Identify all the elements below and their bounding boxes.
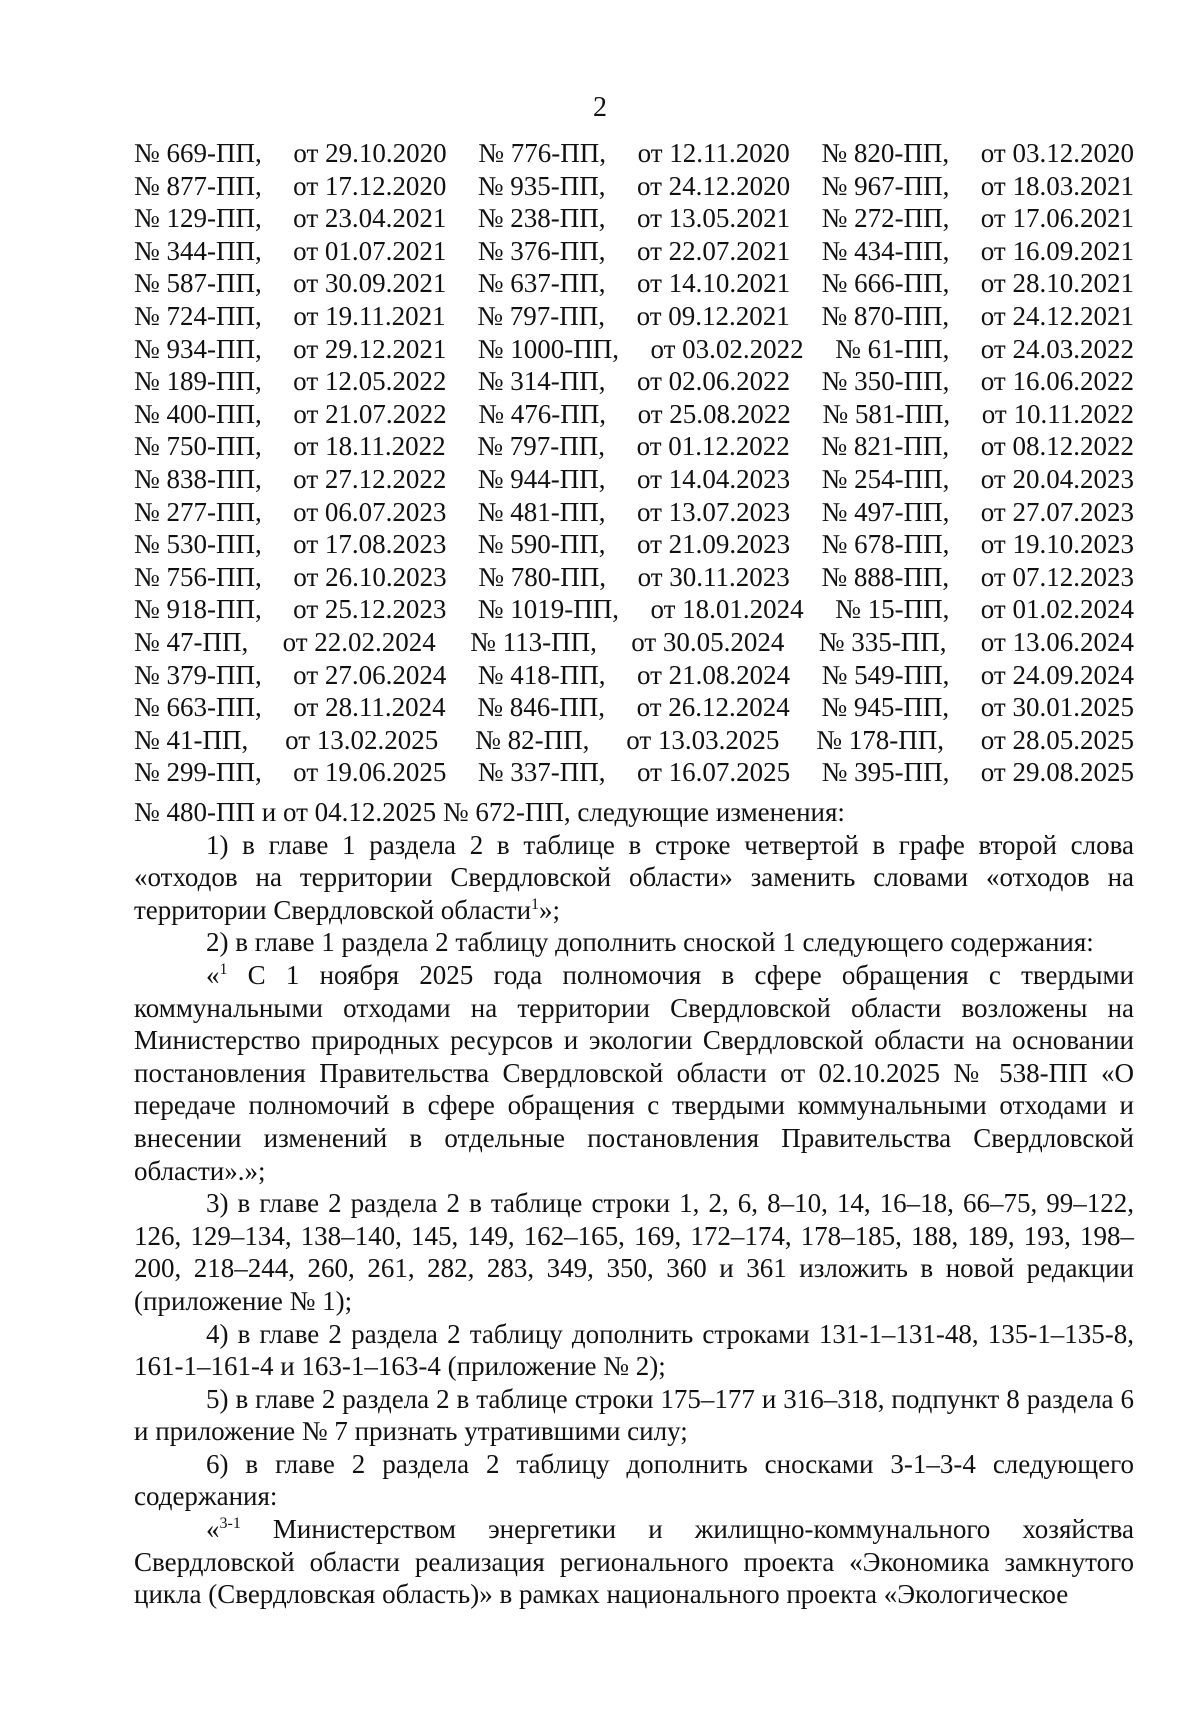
resolution-number: № 934-ПП, xyxy=(134,333,262,364)
resolution-date: от 13.07.2023 xyxy=(636,496,791,527)
resolution-number: № 434-ПП, xyxy=(821,235,950,266)
resolution-date: от 28.10.2021 xyxy=(980,268,1134,299)
resolution-reference-list xyxy=(134,137,1134,789)
reference-row xyxy=(134,593,1134,626)
reference-row xyxy=(134,691,1134,724)
resolution-date: от 22.07.2021 xyxy=(636,235,791,266)
reference-row xyxy=(134,333,1134,366)
resolution-number: № 254-ПП, xyxy=(821,463,950,494)
resolution-number: № 846-ПП, xyxy=(477,692,605,723)
resolution-date: от 12.11.2020 xyxy=(637,138,790,168)
resolution-number: № 335-ПП, xyxy=(818,626,947,657)
reference-row xyxy=(134,756,1134,789)
resolution-date: от 30.11.2023 xyxy=(637,561,790,592)
resolution-date: от 02.06.2022 xyxy=(636,366,791,397)
footnote-marker: 1 xyxy=(531,895,540,913)
resolution-date: от 25.08.2022 xyxy=(637,398,791,429)
resolution-date: от 21.08.2024 xyxy=(636,659,791,690)
resolution-number: № 663-ПП, xyxy=(134,692,262,723)
reference-row xyxy=(134,235,1134,268)
resolution-date: от 27.07.2023 xyxy=(980,496,1134,527)
resolution-date: от 01.07.2021 xyxy=(293,235,447,266)
page-number: 2 xyxy=(593,92,607,123)
resolution-number: № 945-ПП, xyxy=(821,692,950,723)
resolution-number: № 724-ПП, xyxy=(134,300,262,331)
resolution-date: от 03.12.2020 xyxy=(980,138,1134,168)
amendment-item-4: 4) в главе 2 раздела 2 таблицу дополнить строками 131-1–131-48, 135-1–135-8, 161-1–161-4 и 163-1–163-4 (приложение № 2); xyxy=(134,1318,1134,1382)
resolution-date: от 29.12.2021 xyxy=(293,333,447,364)
resolution-number: № 776-ПП, xyxy=(478,138,606,168)
reference-row xyxy=(134,202,1134,235)
resolution-date: от 01.02.2024 xyxy=(980,594,1134,625)
resolution-date: от 28.05.2025 xyxy=(980,724,1134,755)
resolution-number: № 750-ПП, xyxy=(134,431,262,462)
resolution-date: от 30.01.2025 xyxy=(980,692,1134,723)
footnote-3-1-text xyxy=(134,1513,1134,1611)
footnote-marker: 1 xyxy=(219,960,228,978)
resolution-number: № 1019-ПП, xyxy=(477,594,620,625)
resolution-date: от 30.05.2024 xyxy=(631,626,785,657)
resolution-date: от 28.11.2024 xyxy=(293,692,446,723)
resolution-number: № 756-ПП, xyxy=(134,561,262,592)
resolution-date: от 24.12.2020 xyxy=(636,170,791,201)
resolution-number: № 299-ПП, xyxy=(134,757,262,788)
resolution-number: № 47-ПП, xyxy=(134,626,249,657)
resolution-date: от 17.06.2021 xyxy=(980,203,1134,234)
resolution-number: № 15-ПП, xyxy=(835,594,950,625)
resolution-number: № 379-ПП, xyxy=(134,659,262,690)
resolution-number: № 797-ПП, xyxy=(477,431,605,462)
resolution-date: от 26.12.2024 xyxy=(636,692,790,723)
resolution-number: № 678-ПП, xyxy=(821,529,950,560)
reference-row xyxy=(134,170,1134,203)
reference-row xyxy=(134,724,1134,757)
resolution-date: от 24.12.2021 xyxy=(980,300,1134,331)
reference-row xyxy=(134,430,1134,463)
resolution-date: от 20.04.2023 xyxy=(980,463,1134,494)
resolution-date: от 19.10.2023 xyxy=(980,529,1134,560)
footnote-3-1-open-quote: « xyxy=(206,1514,220,1545)
resolution-date: от 18.03.2021 xyxy=(980,170,1134,201)
resolution-date: от 07.12.2023 xyxy=(980,561,1134,592)
resolution-date: от 13.03.2025 xyxy=(626,724,780,755)
resolution-number: № 877-ПП, xyxy=(134,170,262,201)
resolution-date: от 23.04.2021 xyxy=(293,203,447,234)
resolution-number: № 481-ПП, xyxy=(477,496,606,527)
reference-list-tail: № 480-ПП и от 04.12.2025 № 672-ПП, следующие изменения: xyxy=(134,797,845,827)
resolution-number: № 637-ПП, xyxy=(477,268,606,299)
resolution-date: от 29.08.2025 xyxy=(980,757,1134,788)
resolution-number: № 497-ПП, xyxy=(821,496,950,527)
resolution-date: от 01.12.2022 xyxy=(636,431,790,462)
resolution-number: № 400-ПП, xyxy=(134,398,262,429)
resolution-number: № 935-ПП, xyxy=(477,170,606,201)
resolution-number: № 918-ПП, xyxy=(134,594,262,625)
reference-row xyxy=(134,496,1134,529)
amendment-item-2: 2) в главе 1 раздела 2 таблицу дополнить сноской 1 следующего содержания: xyxy=(206,927,1094,958)
resolution-date: от 24.09.2024 xyxy=(980,659,1134,690)
resolution-date: от 13.02.2025 xyxy=(285,724,439,755)
resolution-date: от 22.02.2024 xyxy=(282,626,436,657)
resolution-date: от 10.11.2022 xyxy=(981,398,1134,429)
resolution-date: от 21.07.2022 xyxy=(293,398,447,429)
reference-row xyxy=(134,463,1134,496)
resolution-number: № 82-ПП, xyxy=(475,724,590,755)
resolution-date: от 27.06.2024 xyxy=(293,659,447,690)
resolution-date: от 08.12.2022 xyxy=(980,431,1134,462)
amendment-item-3: 3) в главе 2 раздела 2 в таблице строки 1, 2, 6, 8–10, 14, 16–18, 66–75, 99–122, 126, 129–134, 138–140, 145, 149, 162–165, 169, 172–174, 178–185, 188, 189, 193, 198–200, 218–244, 260, 261, 282, 283, 349, 350, 360 и 361 изложить в новой редакции (приложение № 1); xyxy=(134,1188,1134,1316)
resolution-number: № 344-ПП, xyxy=(134,235,262,266)
resolution-number: № 178-ПП, xyxy=(816,724,944,755)
resolution-date: от 25.12.2023 xyxy=(293,594,447,625)
resolution-date: от 29.10.2020 xyxy=(293,138,447,168)
resolution-number: № 129-ПП, xyxy=(134,203,262,234)
resolution-number: № 395-ПП, xyxy=(821,757,950,788)
amendment-item-1-text: 1) в главе 1 раздела 2 в таблице в строке четвертой в графе второй слова «отходов на территории Свердловской области» заменить словами «отходов на территории Свердловской области xyxy=(134,829,1134,925)
resolution-number: № 1000-ПП, xyxy=(477,333,620,364)
resolution-number: № 337-ПП, xyxy=(477,757,606,788)
resolution-number: № 314-ПП, xyxy=(477,366,606,397)
amendment-item-6: 6) в главе 2 раздела 2 таблицу дополнить сносками 3-1–3-4 следующего содержания: xyxy=(134,1448,1134,1512)
resolution-number: № 41-ПП, xyxy=(134,724,249,755)
footnote-1-open-quote: « xyxy=(206,959,220,990)
resolution-date: от 16.06.2022 xyxy=(980,366,1134,397)
reference-row xyxy=(134,137,1134,170)
resolution-number: № 113-ПП, xyxy=(470,626,597,657)
document-body xyxy=(134,796,1134,1611)
resolution-date: от 16.09.2021 xyxy=(980,235,1134,266)
reference-row xyxy=(134,365,1134,398)
resolution-number: № 820-ПП, xyxy=(821,138,950,168)
resolution-date: от 13.05.2021 xyxy=(636,203,791,234)
resolution-number: № 418-ПП, xyxy=(477,659,606,690)
footnote-1-text xyxy=(134,959,1134,1187)
resolution-number: № 821-ПП, xyxy=(821,431,950,462)
resolution-number: № 888-ПП, xyxy=(821,561,950,592)
resolution-number: № 838-ПП, xyxy=(134,463,262,494)
resolution-number: № 666-ПП, xyxy=(821,268,950,299)
resolution-number: № 350-ПП, xyxy=(821,366,950,397)
resolution-date: от 19.06.2025 xyxy=(293,757,447,788)
resolution-date: от 24.03.2022 xyxy=(980,333,1134,364)
reference-row xyxy=(134,398,1134,431)
resolution-number: № 967-ПП, xyxy=(821,170,950,201)
resolution-number: № 870-ПП, xyxy=(821,300,950,331)
resolution-number: № 581-ПП, xyxy=(822,398,951,429)
resolution-number: № 189-ПП, xyxy=(134,366,262,397)
resolution-date: от 26.10.2023 xyxy=(293,561,447,592)
resolution-number: № 944-ПП, xyxy=(477,463,606,494)
resolution-number: № 61-ПП, xyxy=(835,333,950,364)
resolution-number: № 238-ПП, xyxy=(477,203,606,234)
resolution-date: от 17.08.2023 xyxy=(293,529,447,560)
reference-row xyxy=(134,659,1134,692)
reference-row xyxy=(134,267,1134,300)
resolution-date: от 18.11.2022 xyxy=(293,431,446,462)
resolution-number: № 797-ПП, xyxy=(477,300,605,331)
resolution-number: № 669-ПП, xyxy=(134,138,262,168)
resolution-number: № 530-ПП, xyxy=(134,529,262,560)
footnote-marker: 3-1 xyxy=(219,1515,241,1533)
resolution-number: № 780-ПП, xyxy=(478,561,606,592)
footnote-3-1-body: Министерством энергетики и жилищно-коммунального хозяйства Свердловской области реализация регионального проекта «Экономика замкнутого цикла (Свердловская область)» в рамках национального проекта «Экологическое xyxy=(134,1514,1134,1610)
resolution-number: № 587-ПП, xyxy=(134,268,262,299)
resolution-date: от 14.04.2023 xyxy=(636,463,791,494)
resolution-date: от 30.09.2021 xyxy=(293,268,447,299)
resolution-number: № 272-ПП, xyxy=(821,203,950,234)
resolution-number: № 590-ПП, xyxy=(477,529,606,560)
reference-row xyxy=(134,561,1134,594)
amendment-item-5: 5) в главе 2 раздела 2 в таблице строки 175–177 и 316–318, подпункт 8 раздела 6 и приложение № 7 признать утратившими силу; xyxy=(134,1383,1134,1447)
resolution-number: № 376-ПП, xyxy=(477,235,606,266)
resolution-date: от 13.06.2024 xyxy=(980,626,1134,657)
resolution-date: от 17.12.2020 xyxy=(293,170,447,201)
reference-row xyxy=(134,528,1134,561)
resolution-date: от 27.12.2022 xyxy=(293,463,447,494)
footnote-1-body: С 1 ноября 2025 года полномочия в сфере обращения с твердыми коммунальными отходами на территории Свердловской области возложены на Министерство природных ресурсов и экологии Свердловской области на основании постановления Правительства Свердловской области от 02.10.2025 № 538-ПП «О передаче полномочий в сфере обращения с твердыми коммунальными отходами и внесении изменений в отдельные постановления Правительства Свердловской области».»; xyxy=(134,959,1134,1186)
amendment-item-1 xyxy=(134,829,1134,927)
reference-row xyxy=(134,626,1134,659)
resolution-date: от 14.10.2021 xyxy=(636,268,791,299)
reference-row xyxy=(134,300,1134,333)
resolution-number: № 476-ПП, xyxy=(478,398,606,429)
resolution-date: от 18.01.2024 xyxy=(650,594,804,625)
resolution-date: от 16.07.2025 xyxy=(636,757,791,788)
resolution-date: от 03.02.2022 xyxy=(650,333,804,364)
resolution-date: от 21.09.2023 xyxy=(636,529,791,560)
resolution-date: от 12.05.2022 xyxy=(293,366,447,397)
resolution-date: от 19.11.2021 xyxy=(293,300,446,331)
amendment-item-1-end: »; xyxy=(539,894,561,925)
resolution-date: от 06.07.2023 xyxy=(293,496,447,527)
resolution-number: № 549-ПП, xyxy=(821,659,950,690)
resolution-date: от 09.12.2021 xyxy=(636,300,790,331)
resolution-number: № 277-ПП, xyxy=(134,496,262,527)
